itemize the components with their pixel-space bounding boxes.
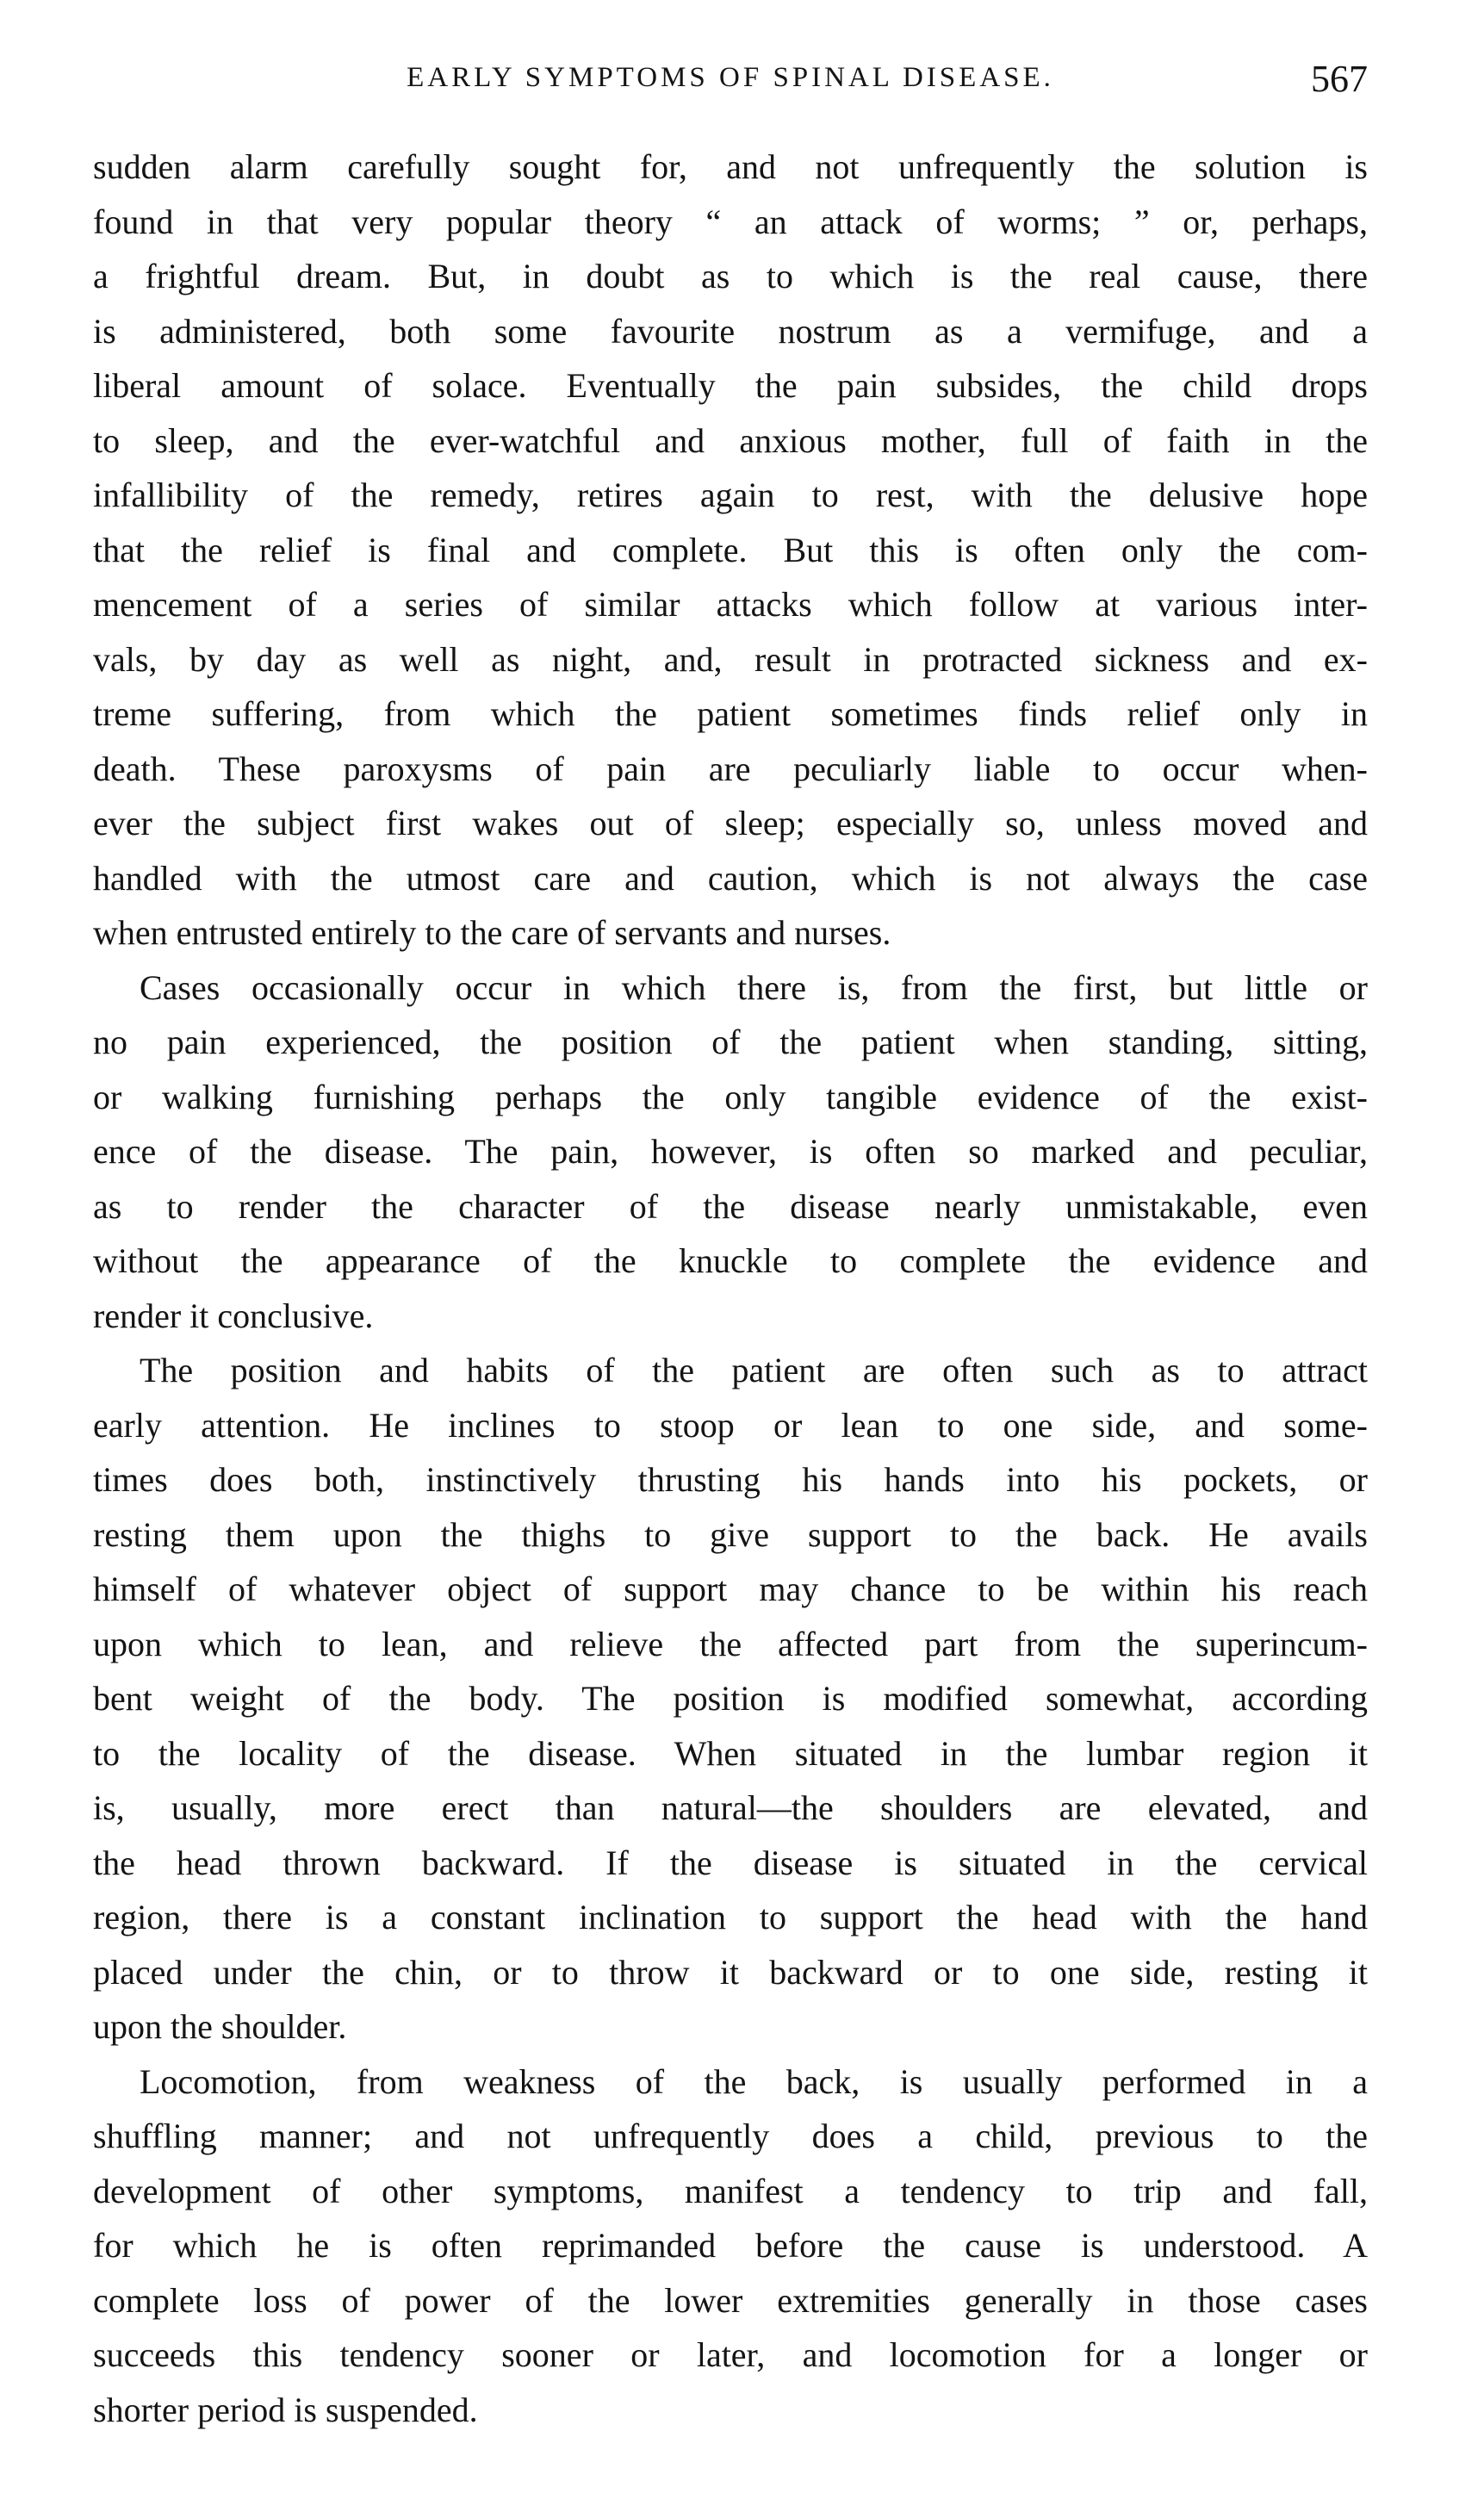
text-line: resting them upon the thighs to give support to the back. He avails — [93, 1514, 1368, 1554]
text-line: vals, by day as well as night, and, result in protracted sickness and ex- — [93, 639, 1368, 679]
text-line: as to render the character of the disease nearly unmistakable, even — [93, 1186, 1368, 1226]
text-line: a frightful dream. But, in doubt as to which is the real cause, there — [93, 257, 1368, 295]
text-line: when entrusted entirely to the care of servants and nurses. — [93, 913, 891, 952]
text-line: ence of the disease. The pain, however, is often so marked and peculiar, — [93, 1132, 1368, 1171]
text-line: times does both, instinctively thrusting his hands into his pockets, or — [93, 1460, 1368, 1499]
text-line: no pain experienced, the position of the patient when standing, sitting, — [93, 1023, 1368, 1061]
text-line: sudden alarm carefully sought for, and not unfrequently the solution is — [93, 147, 1368, 186]
text-line: upon the shoulder. — [93, 2007, 347, 2046]
text-line: The position and habits of the patient are often such as to attract — [140, 1351, 1368, 1389]
text-line: the head thrown backward. If the disease is situated in the cervical — [93, 1843, 1368, 1882]
text-line: shuffling manner; and not unfrequently does a child, previous to the — [93, 2117, 1368, 2155]
text-line: shorter period is suspended. — [93, 2390, 478, 2429]
text-line: Locomotion, from weakness of the back, is usually performed in a — [140, 2061, 1368, 2101]
text-line: treme suffering, from which the patient sometimes finds relief only in — [93, 694, 1368, 733]
paragraph-4 — [93, 2055, 1368, 2438]
text-line: region, there is a constant inclination to support the head with the hand — [93, 1898, 1368, 1936]
text-line: himself of whatever object of support may chance to be within his reach — [93, 1570, 1368, 1608]
text-line: is, usually, more erect than natural—the shoulders are elevated, and — [93, 1788, 1368, 1827]
text-line: death. These paroxysms of pain are peculiarly liable to occur when- — [93, 749, 1368, 788]
text-line: mencement of a series of similar attacks which follow at various inter- — [93, 585, 1368, 624]
text-line: ever the subject first wakes out of sleep; especially so, unless moved and — [93, 804, 1368, 842]
running-title: EARLY SYMPTOMS OF SPINAL DISEASE. — [407, 62, 1054, 93]
text-line: without the appearance of the knuckle to complete the evidence and — [93, 1241, 1368, 1280]
text-line: development of other symptoms, manifest a tendency to trip and fall, — [93, 2171, 1368, 2210]
paragraph-1 — [93, 140, 1368, 960]
text-line: handled with the utmost care and caution, which is not always the case — [93, 858, 1368, 898]
text-line: Cases occasionally occur in which there is, from the first, but little or — [140, 967, 1368, 1007]
text-line: to sleep, and the ever-watchful and anxious mother, full of faith in the — [93, 420, 1368, 460]
page-number: 567 — [1311, 58, 1368, 100]
text-line: early attention. He inclines to stoop or lean to one side, and some- — [93, 1405, 1368, 1445]
paragraph-3 — [93, 1343, 1368, 2055]
running-head — [93, 57, 1368, 109]
text-line: that the relief is final and complete. But this is often only the com- — [93, 530, 1368, 569]
text-line: is administered, both some favourite nostrum as a vermifuge, and a — [93, 311, 1368, 351]
text-line: bent weight of the body. The position is modified somewhat, according — [93, 1679, 1368, 1718]
paragraph-2 — [93, 960, 1368, 1344]
text-line: succeeds this tendency sooner or later, and locomotion for a longer or — [93, 2335, 1368, 2374]
text-line: found in that very popular theory “ an attack of worms; ” or, perhaps, — [93, 202, 1368, 241]
text-line: liberal amount of solace. Eventually the pain subsides, the child drops — [93, 366, 1368, 405]
text-line: or walking furnishing perhaps the only tangible evidence of the exist- — [93, 1077, 1368, 1116]
text-line: infallibility of the remedy, retires again to rest, with the delusive hope — [93, 476, 1368, 514]
text-line: render it conclusive. — [93, 1296, 374, 1335]
text-line: to the locality of the disease. When situated in the lumbar region it — [93, 1733, 1368, 1773]
text-line: complete loss of power of the lower extremities generally in those cases — [93, 2280, 1368, 2320]
text-line: placed under the chin, or to throw it backward or to one side, resting it — [93, 1952, 1368, 1992]
text-line: upon which to lean, and relieve the affected part from the superincum- — [93, 1624, 1368, 1663]
body-text — [93, 140, 1368, 2437]
text-line: for which he is often reprimanded before the cause is understood. A — [93, 2226, 1368, 2265]
